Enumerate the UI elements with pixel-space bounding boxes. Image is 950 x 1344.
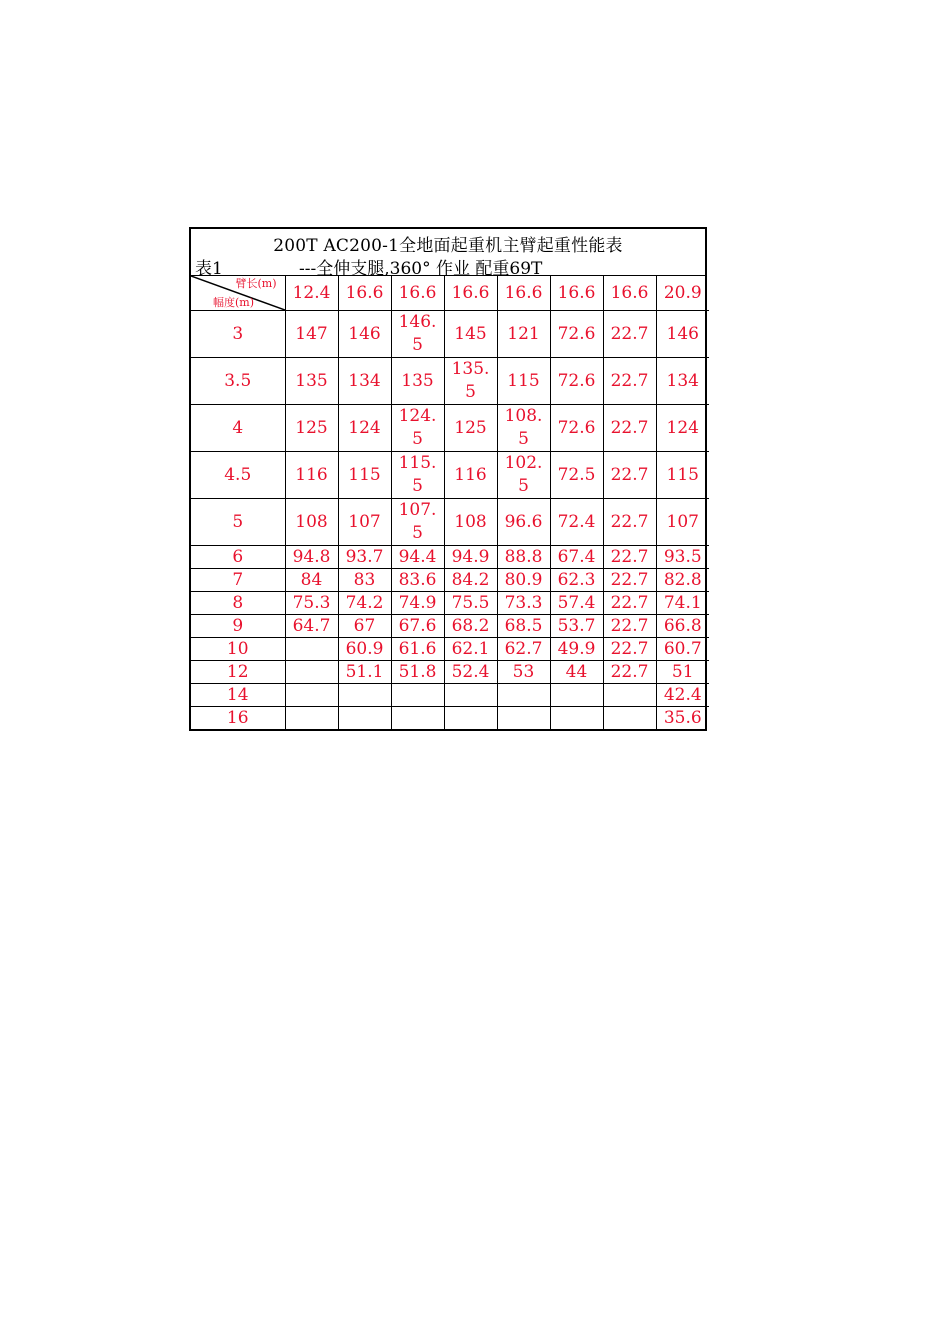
load-value-cell: 68.5 [497,615,550,638]
table-row [191,707,709,730]
load-value-cell [391,707,444,730]
table-label: 表1 [195,259,223,279]
load-value-cell: 84.2 [444,569,497,592]
load-value-cell [285,684,338,707]
load-value-cell: 84 [285,569,338,592]
load-value-cell: 72.6 [550,311,603,358]
table-row [191,452,709,499]
load-value-cell: 88.8 [497,546,550,569]
load-value-part: 5 [412,476,423,496]
load-value-cell [444,358,497,405]
radius-cell: 7 [191,569,285,592]
load-value-cell: 135 [285,358,338,405]
load-value-cell: 134 [656,358,709,405]
load-value-cell: 108 [444,499,497,546]
load-value-cell: 22.7 [603,452,656,499]
boom-length-header: 16.6 [444,276,497,311]
load-value-cell: 107 [338,499,391,546]
load-value-cell: 75.5 [444,592,497,615]
load-value-cell: 22.7 [603,615,656,638]
table-row [191,592,709,615]
load-value-part: 5 [518,429,529,449]
load-value-cell: 62.1 [444,638,497,661]
table-row [191,499,709,546]
load-value-cell: 72.6 [550,405,603,452]
load-value-cell [550,707,603,730]
load-value-cell [497,684,550,707]
load-value-cell: 134 [338,358,391,405]
corner-cell [191,276,285,311]
load-value-cell [603,707,656,730]
radius-label: 幅度(m) [213,296,255,309]
load-value-cell: 94.9 [444,546,497,569]
table-row [191,546,709,569]
load-value-part: 5 [412,429,423,449]
load-value-cell [391,405,444,452]
load-value-cell: 93.7 [338,546,391,569]
load-value-cell: 52.4 [444,661,497,684]
load-value-part: 108. [504,406,543,426]
radius-cell: 3 [191,311,285,358]
load-value-cell: 22.7 [603,405,656,452]
load-value-cell: 44 [550,661,603,684]
load-value-cell [497,405,550,452]
load-value-cell [550,684,603,707]
load-value-cell: 67.4 [550,546,603,569]
load-value-cell: 57.4 [550,592,603,615]
load-value-cell [391,499,444,546]
load-value-cell: 125 [285,405,338,452]
boom-length-header: 16.6 [550,276,603,311]
load-value-cell: 22.7 [603,661,656,684]
table-row [191,638,709,661]
load-value-cell: 146 [656,311,709,358]
load-value-part: 5 [412,523,423,543]
radius-cell: 12 [191,661,285,684]
load-value-cell: 108 [285,499,338,546]
load-value-cell: 115 [656,452,709,499]
radius-cell: 8 [191,592,285,615]
load-value-cell: 66.8 [656,615,709,638]
load-value-cell: 74.1 [656,592,709,615]
load-value-cell [444,684,497,707]
load-value-cell: 74.9 [391,592,444,615]
header-row [191,276,709,311]
radius-cell: 4.5 [191,452,285,499]
radius-cell: 10 [191,638,285,661]
table-row [191,684,709,707]
load-value-cell: 53 [497,661,550,684]
load-value-cell: 64.7 [285,615,338,638]
load-value-cell: 72.5 [550,452,603,499]
load-value-cell: 42.4 [656,684,709,707]
load-value-cell: 125 [444,405,497,452]
radius-cell: 3.5 [191,358,285,405]
load-value-cell: 67.6 [391,615,444,638]
load-value-cell [338,684,391,707]
load-value-cell: 145 [444,311,497,358]
load-value-cell: 22.7 [603,499,656,546]
load-value-cell: 96.6 [497,499,550,546]
load-value-cell: 22.7 [603,358,656,405]
table-row [191,405,709,452]
load-value-cell: 51.1 [338,661,391,684]
load-value-cell: 22.7 [603,311,656,358]
load-value-cell: 116 [444,452,497,499]
boom-length-header: 16.6 [391,276,444,311]
load-value-cell: 107 [656,499,709,546]
boom-length-header: 16.6 [497,276,550,311]
load-value-cell: 72.6 [550,358,603,405]
load-value-part: 5 [412,335,423,355]
load-value-cell: 51.8 [391,661,444,684]
radius-cell: 9 [191,615,285,638]
table-row [191,311,709,358]
load-value-cell [285,638,338,661]
table-row [191,569,709,592]
boom-length-header: 16.6 [338,276,391,311]
load-value-cell: 80.9 [497,569,550,592]
load-value-cell: 124 [656,405,709,452]
load-value-cell [603,684,656,707]
load-value-part: 124. [398,406,437,426]
title-block [191,229,705,279]
load-value-cell [497,707,550,730]
load-value-part: 5 [465,382,476,402]
chart-subtitle: ---全伸支腿,360° 作业 配重69T [299,259,543,279]
load-value-cell: 60.9 [338,638,391,661]
load-value-cell: 124 [338,405,391,452]
load-chart-sheet [189,227,707,731]
load-value-part: 5 [518,476,529,496]
boom-length-header: 20.9 [656,276,709,311]
load-value-part: 135. [451,359,490,379]
load-value-cell [497,452,550,499]
load-value-cell: 60.7 [656,638,709,661]
load-value-cell: 68.2 [444,615,497,638]
table-row [191,615,709,638]
load-value-cell: 147 [285,311,338,358]
boom-length-label: 臂长(m) [235,277,277,290]
load-value-part: 115. [398,453,437,473]
load-value-cell [285,661,338,684]
load-value-cell [391,684,444,707]
load-value-cell: 22.7 [603,592,656,615]
load-value-cell: 49.9 [550,638,603,661]
load-value-part: 107. [398,500,437,520]
load-value-cell: 82.8 [656,569,709,592]
radius-cell: 14 [191,684,285,707]
load-value-cell: 146 [338,311,391,358]
table-row [191,358,709,405]
load-table [191,276,709,729]
chart-title: 200T AC200-1全地面起重机主臂起重性能表 [273,236,623,256]
load-value-cell: 94.8 [285,546,338,569]
radius-cell: 16 [191,707,285,730]
load-value-cell [444,707,497,730]
load-value-cell [285,707,338,730]
load-value-cell: 67 [338,615,391,638]
load-value-cell: 61.6 [391,638,444,661]
load-value-cell [391,311,444,358]
load-value-cell: 115 [497,358,550,405]
load-value-cell: 62.3 [550,569,603,592]
load-value-cell: 94.4 [391,546,444,569]
load-value-cell: 73.3 [497,592,550,615]
radius-cell: 5 [191,499,285,546]
load-value-cell: 35.6 [656,707,709,730]
table-row [191,661,709,684]
load-value-cell: 74.2 [338,592,391,615]
load-value-cell: 83 [338,569,391,592]
load-value-cell: 53.7 [550,615,603,638]
load-value-cell: 116 [285,452,338,499]
load-value-cell: 135 [391,358,444,405]
load-value-cell: 83.6 [391,569,444,592]
load-value-cell: 75.3 [285,592,338,615]
load-value-cell: 22.7 [603,638,656,661]
load-value-cell: 115 [338,452,391,499]
load-value-cell: 62.7 [497,638,550,661]
load-value-cell: 72.4 [550,499,603,546]
load-value-cell: 51 [656,661,709,684]
load-value-cell: 22.7 [603,546,656,569]
table-body [191,276,709,729]
radius-cell: 4 [191,405,285,452]
load-value-part: 102. [504,453,543,473]
boom-length-header: 12.4 [285,276,338,311]
load-value-part: 146. [398,312,437,332]
load-value-cell: 121 [497,311,550,358]
boom-length-header: 16.6 [603,276,656,311]
load-value-cell [391,452,444,499]
load-value-cell [338,707,391,730]
radius-cell: 6 [191,546,285,569]
load-value-cell: 93.5 [656,546,709,569]
load-value-cell: 22.7 [603,569,656,592]
